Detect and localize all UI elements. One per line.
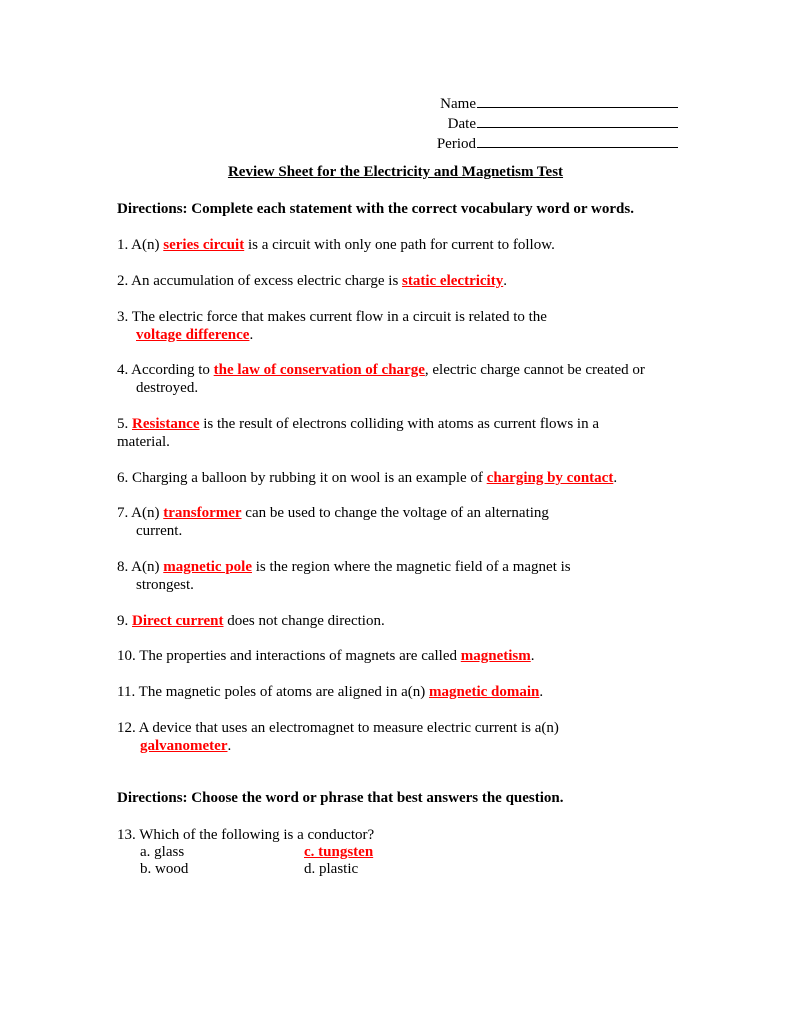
q10-answer: magnetism	[460, 648, 531, 664]
question-13-choices	[140, 844, 440, 878]
choice-c-answer: c. tungsten	[304, 844, 374, 860]
q8-answer: magnetic pole	[163, 559, 252, 575]
q4-answer: the law of conservation of charge	[213, 362, 425, 378]
q7-post: can be used to change the voltage of an alternating	[241, 505, 549, 521]
q11-pre: 11. The magnetic poles of atoms are aligned in a(n)	[117, 684, 429, 700]
choice-d: d. plastic	[304, 861, 359, 877]
question-8	[117, 558, 677, 594]
name-row	[420, 93, 678, 113]
q3-pre: 3. The electric force that makes current flow in a circuit is related to the	[117, 309, 547, 325]
directions-multiple-choice: Directions: Choose the word or phrase that best answers the question.	[117, 790, 564, 806]
choice-a: a. glass	[140, 844, 185, 860]
q7-answer: transformer	[163, 505, 242, 521]
q2-answer: static electricity	[402, 273, 504, 289]
q5-answer: Resistance	[132, 416, 200, 432]
q2-pre: 2. An accumulation of excess electric charge is	[117, 273, 403, 289]
q4-pre: 4. According to	[117, 362, 214, 378]
q1-pre: 1. A(n)	[117, 237, 164, 253]
q7-pre: 7. A(n)	[117, 505, 164, 521]
q7-continuation: current.	[136, 523, 183, 539]
question-5	[117, 415, 677, 451]
q8-continuation: strongest.	[136, 577, 194, 593]
question-11	[117, 683, 677, 701]
date-label: Date	[447, 116, 476, 132]
q8-pre: 8. A(n)	[117, 559, 164, 575]
q8-post: is the region where the magnetic field of a magnet is	[251, 559, 571, 575]
directions-fill-in: Directions: Complete each statement with the correct vocabulary word or words.	[117, 201, 634, 217]
question-12	[117, 719, 677, 755]
q4-continuation: destroyed.	[136, 380, 199, 396]
q5-post: is the result of electrons colliding with atoms as current flows in a	[199, 416, 599, 432]
q6-post: .	[613, 470, 618, 486]
question-1	[117, 236, 677, 254]
question-9	[117, 612, 677, 630]
q11-answer: magnetic domain	[428, 684, 540, 700]
name-label: Name	[440, 96, 476, 112]
choice-b: b. wood	[140, 861, 189, 877]
date-blank-line	[477, 113, 678, 128]
q11-post: .	[539, 684, 544, 700]
period-row	[420, 133, 678, 153]
q12-post: .	[227, 738, 232, 754]
q12-answer: galvanometer	[140, 738, 228, 754]
q10-pre: 10. The properties and interactions of magnets are called	[117, 648, 461, 664]
student-info-header	[420, 93, 678, 153]
q2-post: .	[503, 273, 507, 289]
q5-continuation: material.	[117, 434, 170, 450]
q9-post: does not change direction.	[223, 613, 385, 629]
q3-post: .	[249, 327, 254, 343]
page-title: Review Sheet for the Electricity and Magnetism Test	[227, 164, 564, 180]
q1-answer: series circuit	[163, 237, 245, 253]
q9-pre: 9.	[117, 613, 132, 629]
q10-post: .	[530, 648, 535, 664]
q5-pre: 5.	[117, 416, 132, 432]
q6-pre: 6. Charging a balloon by rubbing it on wool is an example of	[117, 470, 487, 486]
question-7	[117, 504, 677, 540]
q3-answer: voltage difference	[136, 327, 250, 343]
q6-answer: charging by contact	[486, 470, 614, 486]
question-13: 13. Which of the following is a conductor?	[117, 827, 375, 843]
period-label: Period	[436, 136, 476, 152]
question-2	[117, 272, 677, 290]
question-6	[117, 469, 677, 487]
question-3	[117, 308, 677, 344]
q4-post: , electric charge cannot be created or	[424, 362, 645, 378]
date-row	[420, 113, 678, 133]
q1-post: is a circuit with only one path for current to follow.	[244, 237, 555, 253]
period-blank-line	[477, 133, 678, 148]
question-4	[117, 361, 677, 397]
q9-answer: Direct current	[132, 613, 224, 629]
name-blank-line	[477, 93, 678, 108]
question-10	[117, 647, 677, 665]
q12-pre: 12. A device that uses an electromagnet to measure electric current is a(n)	[117, 720, 559, 736]
